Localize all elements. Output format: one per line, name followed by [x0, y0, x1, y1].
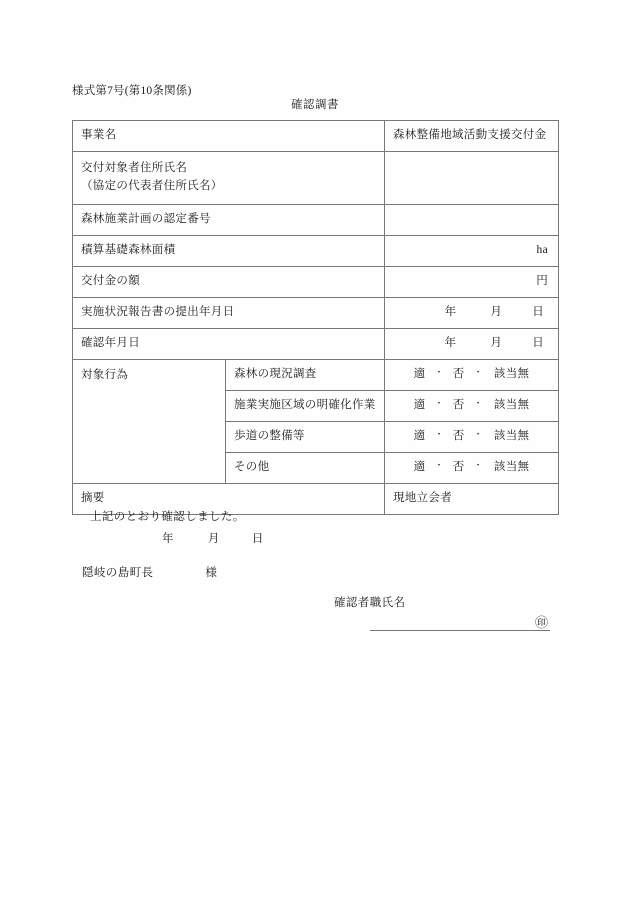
choice-ok[interactable]: 適: [413, 430, 426, 443]
choice-ng[interactable]: 否: [452, 399, 465, 412]
date-placeholder: [393, 304, 550, 322]
row-label-recipient-address: [73, 152, 385, 205]
table-row-forest-area: [73, 236, 559, 267]
choice-group: [393, 459, 550, 477]
row-value-grant-amount[interactable]: 円: [385, 267, 559, 298]
row-value-summary[interactable]: 現地立会者: [385, 484, 559, 515]
table-row-target-action-1: [73, 360, 559, 391]
row-label-forest-area: 積算基礎森林面積: [73, 236, 385, 267]
row-label-grant-amount: 交付金の額: [73, 267, 385, 298]
date-placeholder: [393, 335, 550, 353]
choice-na[interactable]: 該当無: [493, 399, 530, 412]
table-row-project-name: [73, 121, 559, 152]
confirmation-form-table: [72, 120, 559, 515]
choice-ng[interactable]: 否: [452, 368, 465, 381]
table-row-grant-amount: [73, 267, 559, 298]
target-action-item-1: 森林の現況調査: [226, 360, 385, 391]
choice-separator: ・: [434, 429, 444, 440]
choice-na[interactable]: 該当無: [493, 430, 530, 443]
document-title: 確認調書: [291, 99, 339, 111]
target-action-item-3: 歩道の整備等: [226, 422, 385, 453]
row-value-plan-approval-number[interactable]: [385, 205, 559, 236]
target-action-choices-1[interactable]: [385, 360, 559, 391]
choice-separator: ・: [434, 460, 444, 471]
table-row-plan-approval-number: [73, 205, 559, 236]
date-year-label: 年: [444, 306, 457, 319]
row-label-project-name: 事業名: [73, 121, 385, 152]
choice-separator: ・: [473, 398, 483, 409]
choice-separator: ・: [434, 367, 444, 378]
table-row-confirmation-date: [73, 329, 559, 360]
choice-na[interactable]: 該当無: [493, 461, 530, 474]
date-month-label: 月: [490, 306, 503, 319]
addressee-honorific: 様: [205, 567, 218, 579]
row-label-confirmation-date: 確認年月日: [73, 329, 385, 360]
choice-separator: ・: [434, 398, 444, 409]
table-row-recipient-address: [73, 152, 559, 205]
choice-separator: ・: [473, 429, 483, 440]
target-action-choices-3[interactable]: [385, 422, 559, 453]
footer-block: [72, 508, 558, 631]
row-label-summary: 摘要: [73, 484, 385, 515]
signature-block: [72, 594, 558, 631]
row-value-confirmation-date[interactable]: [385, 329, 559, 360]
footer-day-label: 日: [251, 533, 264, 545]
table-row-report-submission-date: [73, 298, 559, 329]
date-year-label: 年: [444, 337, 457, 350]
recipient-address-line2: （協定の代表者住所氏名）: [81, 180, 223, 192]
target-action-item-2: 施業実施区域の明確化作業: [226, 391, 385, 422]
choice-na[interactable]: 該当無: [493, 368, 530, 381]
signature-line-wrapper: [72, 615, 550, 631]
row-label-target-actions: 対象行為: [73, 360, 226, 484]
confirmation-statement: 上記のとおり確認しました。: [90, 511, 245, 523]
date-month-label: 月: [490, 337, 503, 350]
row-label-report-submission-date: 実施状況報告書の提出年月日: [73, 298, 385, 329]
addressee-name: 隠岐の島町長: [82, 567, 154, 579]
choice-group: [393, 428, 550, 446]
row-value-recipient-address[interactable]: [385, 152, 559, 205]
choice-ok[interactable]: 適: [413, 368, 426, 381]
date-day-label: 日: [532, 337, 544, 350]
seal-icon: ㊞: [534, 615, 548, 630]
choice-ng[interactable]: 否: [452, 430, 465, 443]
signature-input-line[interactable]: [370, 615, 550, 631]
footer-date-line[interactable]: [162, 530, 558, 546]
choice-ok[interactable]: 適: [413, 399, 426, 412]
footer-month-label: 月: [207, 533, 220, 545]
row-value-report-submission-date[interactable]: [385, 298, 559, 329]
choice-ok[interactable]: 適: [413, 461, 426, 474]
choice-separator: ・: [473, 367, 483, 378]
row-value-forest-area[interactable]: ha: [385, 236, 559, 267]
signature-label: 確認者職氏名: [334, 597, 406, 609]
addressee-line: [82, 564, 558, 580]
target-action-item-4: その他: [226, 453, 385, 484]
footer-year-label: 年: [162, 533, 174, 545]
target-action-choices-4[interactable]: [385, 453, 559, 484]
choice-ng[interactable]: 否: [452, 461, 465, 474]
row-label-plan-approval-number: 森林施業計画の認定番号: [73, 205, 385, 236]
choice-group: [393, 397, 550, 415]
target-action-choices-2[interactable]: [385, 391, 559, 422]
date-day-label: 日: [532, 306, 544, 319]
choice-group: [393, 366, 550, 384]
choice-separator: ・: [473, 460, 483, 471]
form-number: 様式第7号(第10条関係): [72, 85, 192, 97]
row-value-project-name[interactable]: 森林整備地域活動支援交付金: [385, 121, 559, 152]
recipient-address-line1: 交付対象者住所氏名: [81, 162, 188, 175]
